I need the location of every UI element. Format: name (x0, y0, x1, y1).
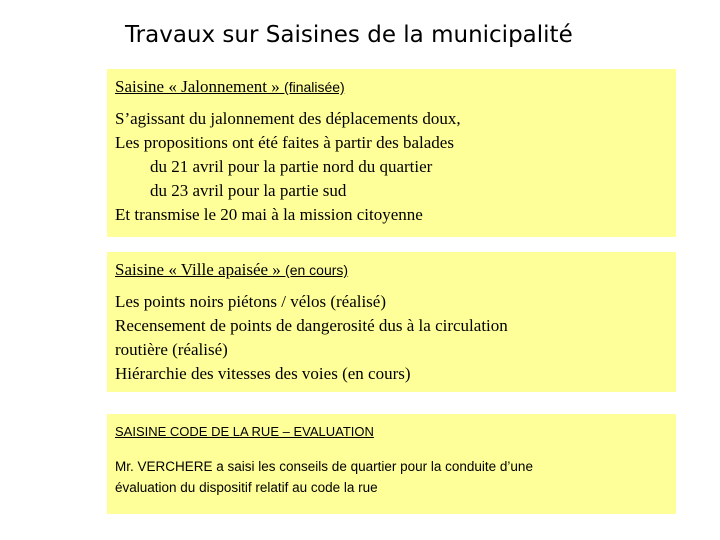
saisine-ville-apaisee-box (107, 252, 676, 392)
text-line: Mr. VERCHERE a saisi les conseils de quartier pour la conduite d’une (115, 459, 533, 474)
saisine-jalonnement-body (115, 107, 676, 227)
page-title: Travaux sur Saisines de la municipalité (125, 22, 573, 48)
text-line: S’agissant du jalonnement des déplacements doux, (115, 109, 461, 128)
saisine-ville-apaisee-heading (115, 260, 676, 280)
status-label: (finalisée) (284, 79, 345, 95)
saisine-code-de-la-rue-box (107, 414, 676, 514)
text-line: du 21 avril pour la partie nord du quartier (150, 157, 433, 176)
saisine-code-de-la-rue-heading: SAISINE CODE DE LA RUE – EVALUATION (115, 424, 374, 439)
saisine-jalonnement-heading (115, 77, 676, 97)
heading-main: Saisine « Ville apaisée » (115, 260, 286, 279)
heading-main: Saisine « Jalonnement » (115, 77, 285, 96)
status-label: (en cours) (285, 262, 349, 278)
text-line: Et transmise le 20 mai à la mission citoyenne (115, 205, 423, 224)
saisine-ville-apaisee-body (115, 290, 676, 386)
text-line: évaluation du dispositif relatif au code la rue (115, 480, 378, 495)
text-line: Les points noirs piétons / vélos (réalisé) (115, 292, 387, 311)
saisine-jalonnement-box (107, 69, 676, 237)
text-line: routière (réalisé) (115, 340, 228, 359)
text-line: Hiérarchie des vitesses des voies (en cours) (115, 364, 411, 383)
text-line: Les propositions ont été faites à partir des balades (115, 133, 454, 152)
text-line: Recensement de points de dangerosité dus à la circulation (115, 316, 508, 335)
text-line: du 23 avril pour la partie sud (150, 181, 347, 200)
saisine-code-de-la-rue-body (115, 456, 676, 498)
